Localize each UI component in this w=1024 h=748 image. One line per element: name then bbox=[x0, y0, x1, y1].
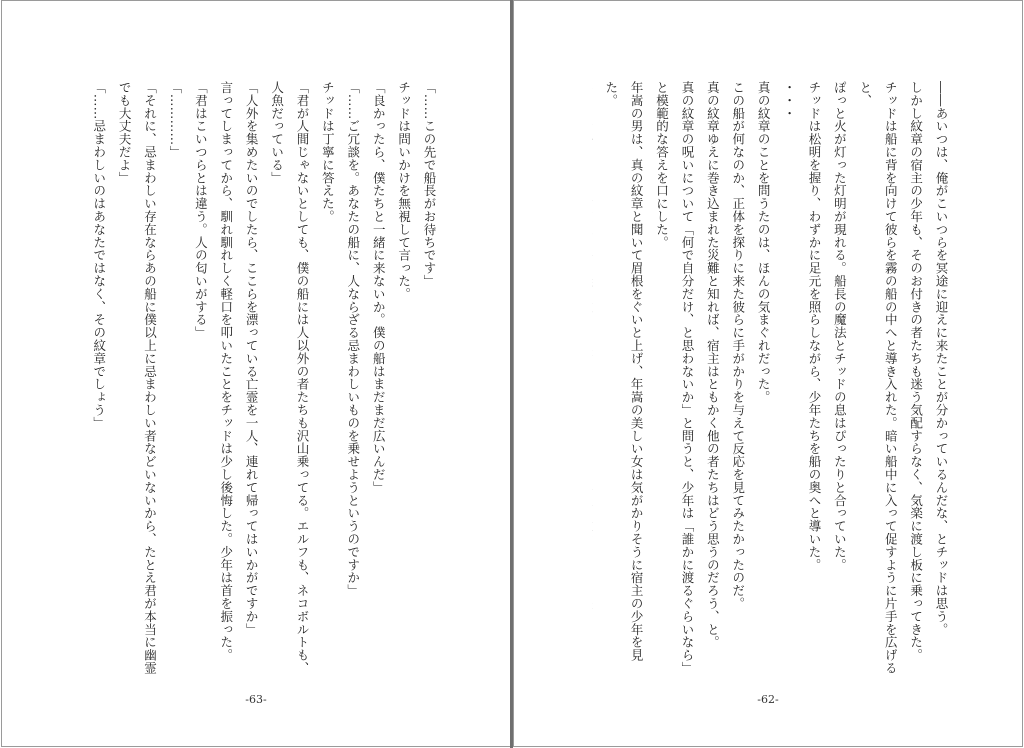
page-right bbox=[513, 0, 1023, 747]
text-line: 「君はこいつらとは違う。人の匂いがする」 bbox=[193, 81, 209, 339]
text-line bbox=[592, 81, 598, 681]
page-number-right: -62- bbox=[757, 693, 779, 706]
text-line: 「……忌まわしいのはあなたではなく、その紋章でしょう」 bbox=[91, 81, 107, 430]
text-line: チッドは丁寧に答えた。 bbox=[320, 81, 336, 223]
text-line: 言ってしまってから、馴れ馴れしく軽口を叩いたことをチッドは少し後悔した。少年は首を振った。 bbox=[218, 81, 234, 662]
text-line: ぽっと火が灯った灯明が現れる。船長の魔法とチッドの息はぴったりと合っていた。 bbox=[832, 81, 848, 572]
text-line: 「……この先で船長がお待ちです」 bbox=[422, 81, 437, 288]
text-line: 「……ご冗談を。あなたの船に、人ならざる忌まわしいものを乗せようというのですか」 bbox=[345, 81, 361, 597]
page-left bbox=[1, 0, 511, 747]
text-line: ・・・ bbox=[781, 81, 797, 120]
text-line: 真の紋章ゆえに巻き込まれた災難と知れば、宿主はともかく他の者たちはどう思うのだろう、と。 bbox=[705, 81, 721, 649]
text-line: しかし紋章の宿主の少年も、そのお付きの者たちも迷う気配すらなく、気楽に渡し板に乗ってきた。 bbox=[908, 81, 924, 662]
text-line: 「…………」 bbox=[167, 81, 183, 159]
text-line: 「君が人間じゃないとしても、僕の船には人以外の者たちも沢山乗ってる。エルフも、ネコボルトも、人魚だっている」 bbox=[269, 81, 310, 675]
page-text-right bbox=[592, 81, 954, 681]
text-line: ――あいつは、俺がこいつらを冥途に迎えに来たことが分かっているんだな、とチッドは思う。 bbox=[934, 81, 949, 636]
text-line: この船が何なのか、正体を探りに来た彼らに手がかりを与えて反応を見てみたかったのだ。 bbox=[730, 81, 746, 610]
text-line: 真の紋章のことを問うたのは、ほんの気まぐれだった。 bbox=[756, 81, 772, 404]
text-line: 「それに、忌まわしい存在ならあの船に僕以上に忌まわしい者などいないから、たとえ君が本当に幽霊でも大丈夫だよ」 bbox=[117, 81, 158, 675]
text-line: チッドは船に背を向けて彼らを霧の船の中へと導き入れた。暗い船中に入って促すように片手を広げると、 bbox=[857, 81, 899, 675]
text-line: チッドは松明を握り、わずかに足元を照らしながら、少年たちを船の奥へと導いた。 bbox=[806, 81, 822, 572]
text-line: 「良かったら、僕たちと一緒に来ないか。僕の船はまだまだ広いんだ」 bbox=[371, 81, 387, 494]
text-line: チッドは問いかけを無視して言った。 bbox=[396, 81, 412, 301]
text-line: 「人外を集めたいのでしたら、ここらを漂っている亡霊を一人、連れて帰ってはいかがですか」 bbox=[244, 81, 260, 636]
page-number-left: -63- bbox=[245, 693, 267, 706]
page-text-left bbox=[82, 81, 442, 681]
text-line: 年嵩の男は、真の紋章と聞いて眉根をぐいと上げ、年嵩の美しい女は気がかりそうに宿主の少年を見た。 bbox=[603, 81, 645, 662]
text-line: 真の紋章の呪いについて「何で自分だけ、と思わないか」と問うと、少年は「誰かに渡るぐらいなら」と模範的な答えを口にした。 bbox=[654, 81, 695, 675]
